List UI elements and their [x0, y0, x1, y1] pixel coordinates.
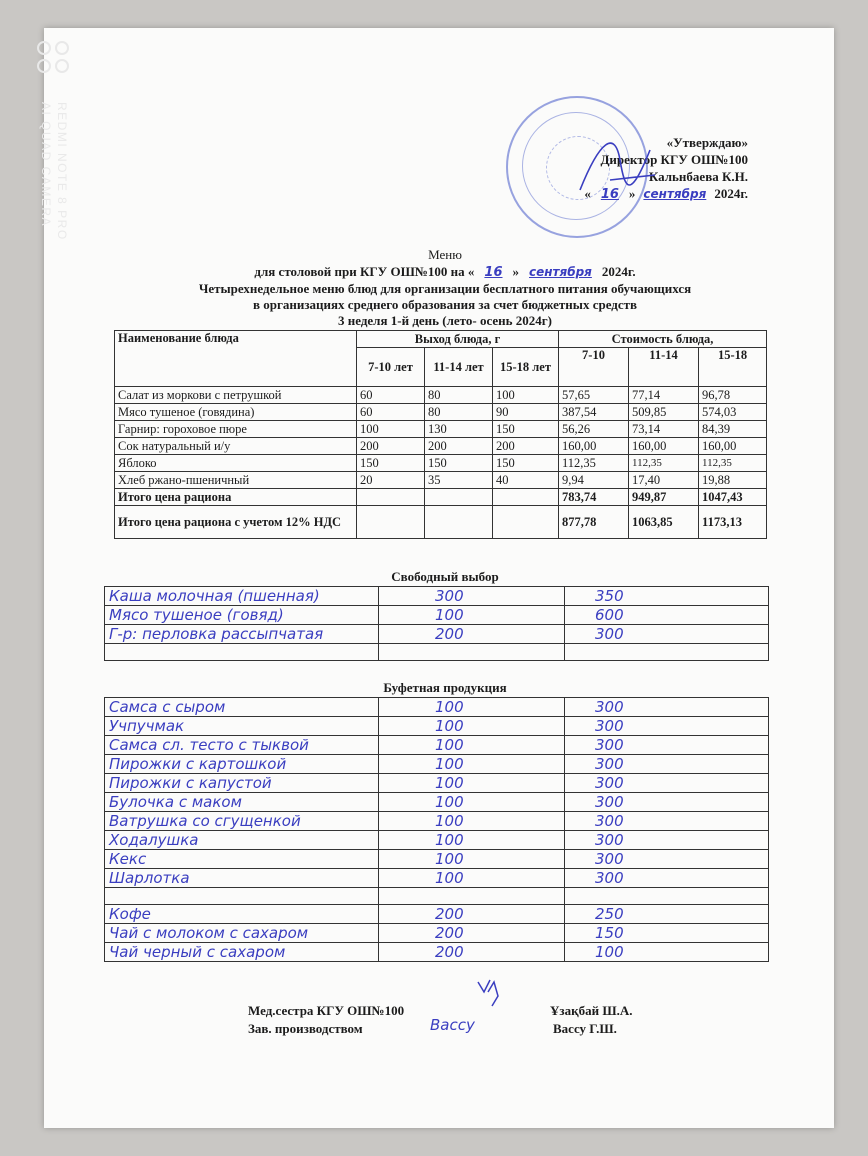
camera-watermark	[34, 38, 74, 278]
total-cost: 949,87	[629, 489, 699, 506]
dish-name: Салат из моркови с петрушкой	[115, 387, 357, 404]
list-item	[105, 587, 769, 606]
total-vat-label: Итого цена рациона с учетом 12% НДС	[115, 506, 357, 539]
dish-yield: 60	[357, 387, 425, 404]
item-price: 300	[565, 850, 769, 869]
age-group-header: 15-18 лет	[493, 348, 559, 387]
dish-name: Сок натуральный и/у	[115, 438, 357, 455]
list-item	[105, 625, 769, 644]
dish-cost: 19,88	[699, 472, 767, 489]
item-price: 300	[565, 774, 769, 793]
dish-yield: 200	[357, 438, 425, 455]
item-price: 300	[565, 717, 769, 736]
item-qty: 100	[379, 717, 565, 736]
item-qty: 100	[379, 698, 565, 717]
item-qty: 100	[379, 793, 565, 812]
item-price	[565, 888, 769, 905]
doc-line3: Четырехнедельное меню блюд для организации бесплатного питания обучающихся	[198, 281, 692, 296]
item-qty: 200	[379, 905, 565, 924]
item-qty: 300	[379, 587, 565, 606]
dish-cost: 96,78	[699, 387, 767, 404]
item-price: 250	[565, 905, 769, 924]
dish-row	[115, 421, 767, 438]
col-header-name: Наименование блюда	[115, 331, 357, 387]
doc-line4: в организациях среднего образования за счет бюджетных средств	[252, 297, 638, 312]
dish-yield: 200	[493, 438, 559, 455]
dish-yield: 130	[425, 421, 493, 438]
item-qty: 100	[379, 850, 565, 869]
dish-name: Гарнир: гороховое пюре	[115, 421, 357, 438]
col-header-yield: Выход блюда, г	[357, 331, 559, 348]
nurse-title: Мед.сестра КГУ ОШ№100	[248, 1003, 405, 1018]
item-price: 300	[565, 793, 769, 812]
dish-yield: 150	[493, 421, 559, 438]
dish-name: Мясо тушеное (говядина)	[115, 404, 357, 421]
cost-group-header: 7-10	[559, 348, 629, 387]
list-item	[105, 698, 769, 717]
dish-row	[115, 387, 767, 404]
item-name: Пирожки с картошкой	[105, 755, 379, 774]
list-item	[105, 943, 769, 962]
item-qty: 100	[379, 812, 565, 831]
approval-director: Директор КГУ ОШ№100	[600, 152, 748, 167]
list-item	[105, 606, 769, 625]
dish-yield: 90	[493, 404, 559, 421]
item-qty: 100	[379, 831, 565, 850]
list-item	[105, 793, 769, 812]
menu-date-month: сентября	[529, 265, 592, 279]
chef-title: Зав. производством	[248, 1021, 363, 1036]
dish-yield: 150	[493, 455, 559, 472]
approval-date: « 16 » сентября 2024г.	[584, 186, 748, 202]
dish-cost: 160,00	[629, 438, 699, 455]
item-qty: 100	[379, 755, 565, 774]
item-qty	[379, 644, 565, 661]
item-price: 350	[565, 587, 769, 606]
item-price: 300	[565, 755, 769, 774]
item-name: Шарлотка	[105, 869, 379, 888]
total-vat-cost: 877,78	[559, 506, 629, 539]
item-name: Мясо тушеное (говяд)	[105, 606, 379, 625]
item-name: Ходалушка	[105, 831, 379, 850]
doc-title: Меню	[428, 247, 462, 262]
item-price: 300	[565, 736, 769, 755]
item-name: Чай черный с сахаром	[105, 943, 379, 962]
item-price: 300	[565, 812, 769, 831]
list-item	[105, 755, 769, 774]
total-cost: 783,74	[559, 489, 629, 506]
item-price: 300	[565, 698, 769, 717]
dish-name: Яблоко	[115, 455, 357, 472]
dish-name: Хлеб ржано-пшеничный	[115, 472, 357, 489]
buffet-table	[104, 697, 769, 962]
total-vat-cost: 1173,13	[699, 506, 767, 539]
item-name: Булочка с маком	[105, 793, 379, 812]
chef-name: Вассу Г.Ш.	[553, 1021, 617, 1036]
list-item	[105, 774, 769, 793]
item-name: Самса с сыром	[105, 698, 379, 717]
dish-cost: 9,94	[559, 472, 629, 489]
dish-yield: 150	[357, 455, 425, 472]
item-name: Г-р: перловка рассыпчатая	[105, 625, 379, 644]
dish-row	[115, 472, 767, 489]
item-qty: 100	[379, 774, 565, 793]
nurse-name: Ұзақбай Ш.А.	[550, 1003, 633, 1018]
item-name: Самса сл. тесто с тыквой	[105, 736, 379, 755]
doc-line5: 3 неделя 1-й день (лето- осень 2024г)	[337, 313, 553, 328]
list-item	[105, 905, 769, 924]
item-price: 300	[565, 625, 769, 644]
director-signature	[560, 120, 670, 210]
item-name: Кекс	[105, 850, 379, 869]
item-name: Пирожки с капустой	[105, 774, 379, 793]
list-item	[105, 924, 769, 943]
item-name: Каша молочная (пшенная)	[105, 587, 379, 606]
item-qty: 100	[379, 736, 565, 755]
doc-subtitle: для столовой при КГУ ОШ№100 на « 16 » сентября 2024г.	[254, 264, 636, 280]
item-price	[565, 644, 769, 661]
list-item	[105, 831, 769, 850]
free-choice-table	[104, 586, 769, 661]
dish-yield: 20	[357, 472, 425, 489]
menu-date-day: 16	[484, 265, 503, 280]
list-item	[105, 717, 769, 736]
dish-row	[115, 438, 767, 455]
dish-yield: 60	[357, 404, 425, 421]
item-name: Учпучмак	[105, 717, 379, 736]
col-header-cost: Стоимость блюда,	[559, 331, 767, 348]
dish-yield: 200	[425, 438, 493, 455]
dish-yield: 35	[425, 472, 493, 489]
dish-yield: 100	[357, 421, 425, 438]
dish-cost: 73,14	[629, 421, 699, 438]
buffet-title: Буфетная продукция	[383, 680, 507, 695]
free-choice-title: Свободный выбор	[391, 569, 499, 584]
dish-yield: 80	[425, 387, 493, 404]
dish-row	[115, 404, 767, 421]
list-item	[105, 644, 769, 661]
dish-yield: 100	[493, 387, 559, 404]
item-price: 600	[565, 606, 769, 625]
list-item	[105, 850, 769, 869]
dish-cost: 84,39	[699, 421, 767, 438]
list-item	[105, 812, 769, 831]
dish-cost: 387,54	[559, 404, 629, 421]
item-name	[105, 644, 379, 661]
dish-cost: 160,00	[559, 438, 629, 455]
dish-cost: 77,14	[629, 387, 699, 404]
dish-cost: 112,35	[699, 455, 767, 472]
approval-title: «Утверждаю»	[666, 135, 748, 150]
cost-group-header: 11-14	[629, 348, 699, 387]
item-name	[105, 888, 379, 905]
item-name: Чай с молоком с сахаром	[105, 924, 379, 943]
item-qty: 200	[379, 943, 565, 962]
item-price: 300	[565, 869, 769, 888]
dish-cost: 17,40	[629, 472, 699, 489]
item-price: 150	[565, 924, 769, 943]
list-item	[105, 888, 769, 905]
nurse-signature	[470, 976, 510, 1010]
item-qty: 100	[379, 606, 565, 625]
item-qty: 200	[379, 625, 565, 644]
dish-yield: 150	[425, 455, 493, 472]
item-qty: 100	[379, 869, 565, 888]
dish-cost: 160,00	[699, 438, 767, 455]
dish-cost: 56,26	[559, 421, 629, 438]
dish-yield: 40	[493, 472, 559, 489]
dish-cost: 509,85	[629, 404, 699, 421]
list-item	[105, 736, 769, 755]
dish-row	[115, 455, 767, 472]
item-qty	[379, 888, 565, 905]
dish-cost: 112,35	[629, 455, 699, 472]
dish-cost: 112,35	[559, 455, 629, 472]
dish-yield: 80	[425, 404, 493, 421]
item-price: 100	[565, 943, 769, 962]
approval-name: Кальнбаева К.Н.	[648, 169, 748, 184]
list-item	[105, 869, 769, 888]
age-group-header: 7-10 лет	[357, 348, 425, 387]
item-name: Кофе	[105, 905, 379, 924]
dish-cost: 57,65	[559, 387, 629, 404]
age-group-header: 11-14 лет	[425, 348, 493, 387]
menu-table	[114, 330, 767, 539]
watermark-text: REDMI NOTE 8 PRO AI QUAD CAMERA	[39, 102, 69, 241]
camera-logo-icon	[34, 38, 74, 98]
total-cost: 1047,43	[699, 489, 767, 506]
approval-date-day: 16	[600, 187, 619, 202]
cost-group-header: 15-18	[699, 348, 767, 387]
item-name: Ватрушка со сгущенкой	[105, 812, 379, 831]
chef-signature: Вассу	[430, 1016, 475, 1034]
dish-cost: 574,03	[699, 404, 767, 421]
approval-date-month: сентября	[643, 187, 707, 201]
item-price: 300	[565, 831, 769, 850]
total-label: Итого цена рациона	[115, 489, 357, 506]
item-qty: 200	[379, 924, 565, 943]
total-vat-cost: 1063,85	[629, 506, 699, 539]
